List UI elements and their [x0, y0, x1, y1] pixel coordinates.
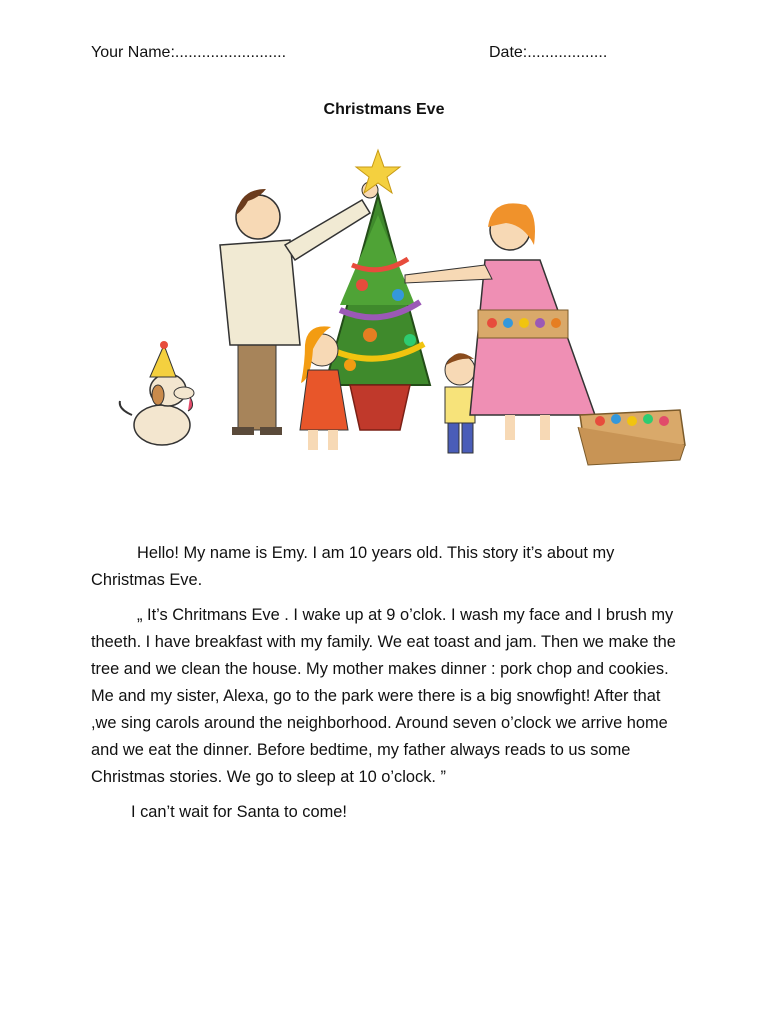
story-text — [91, 540, 681, 834]
story-paragraph-3: I can’t wait for Santa to come! — [131, 803, 347, 821]
name-field[interactable]: Your Name:......................... — [91, 44, 287, 61]
story-paragraph-1: Hello! My name is Emy. I am 10 years old. This story it’s about my Christmas Eve. — [91, 544, 615, 589]
story-paragraph-2: „ It’s Chritmans Eve . I wake up at 9 o’clok. I wash my face and I brush my theeth. I have breakfast with my family. We eat toast and jam. Then we make the tree and we clean the house. My mother makes dinner : pork chop and cookies. Me and my sister, Alexa, go to the park were there is a big snowfight! After that ,we sing carols around the neighborhood. Around seven o’clock we arrive home and we eat the dinner. Before bedtime, my father always reads to us some Christmas stories. We go to sleep at 10 o’clock. ” — [91, 606, 676, 786]
mother-figure — [405, 203, 595, 440]
dog-icon — [120, 341, 194, 445]
date-field[interactable]: Date:.................. — [489, 44, 608, 61]
christmas-family-illustration — [100, 145, 700, 475]
page-title: Christmans Eve — [323, 101, 445, 118]
ornament-box-icon — [578, 410, 685, 465]
